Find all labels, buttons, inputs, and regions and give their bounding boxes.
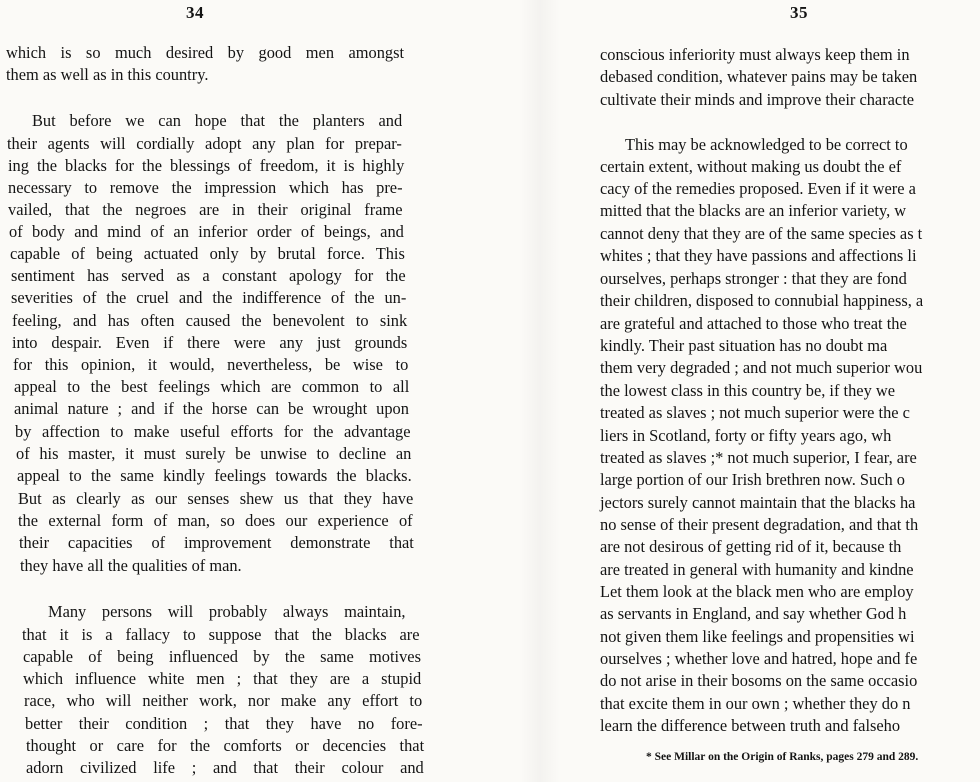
text-line: no sense of their present degradation, and that th xyxy=(600,515,919,534)
text-line: are not desirous of getting rid of it, because th xyxy=(600,537,902,556)
text-line: sentiment has served as a constant apology for the xyxy=(11,266,406,285)
text-line: learn the difference between truth and falseho xyxy=(600,716,901,735)
text-line: Let them look at the black men who are employ xyxy=(600,582,914,601)
text-line: not given them like feelings and propensities wi xyxy=(600,627,915,646)
page-number: 34 xyxy=(186,3,204,22)
text-line: This may be acknowledged to be correct to xyxy=(625,135,908,154)
text-line: severities of the cruel and the indifference of the un- xyxy=(11,288,407,307)
text-line: do not arise in their bosoms on the same occasio xyxy=(600,671,918,690)
text-line: that it is a fallacy to suppose that the blacks are xyxy=(22,625,420,644)
text-line: cacy of the remedies proposed. Even if it were a xyxy=(600,179,916,198)
text-line: kindly. Their past situation has no doubt ma xyxy=(600,336,888,355)
text-line: appeal to the same kindly feelings towards the blacks. xyxy=(17,466,412,485)
text-line: they have all the qualities of man. xyxy=(20,556,242,575)
text-line: the external form of man, so does our experience of xyxy=(18,511,413,530)
text-line: are treated in general with humanity and kindne xyxy=(600,560,914,579)
text-line: capable of being influenced by the same motives xyxy=(23,647,421,666)
text-line: them as well as in this country. xyxy=(6,65,209,84)
text-line: large portion of our Irish brethren now. Such o xyxy=(600,470,905,489)
text-line: mitted that the blacks are an inferior variety, w xyxy=(600,201,907,220)
text-line: adorn civilized life ; and that their colour and xyxy=(26,758,424,777)
text-line: treated as slaves ; not much superior were the c xyxy=(600,403,910,422)
text-line: their capacities of improvement demonstrate that xyxy=(19,533,414,552)
text-line: their children, disposed to connubial happiness, a xyxy=(600,291,924,310)
text-line: ourselves ; whether love and hatred, hope and fe xyxy=(600,649,918,668)
text-line: race, who will neither work, nor make any effort to xyxy=(24,691,423,710)
text-line: whites ; that they have passions and affections li xyxy=(600,246,917,265)
text-line: necessary to remove the impression which has pre- xyxy=(8,178,403,197)
text-line: by affection to make useful efforts for the advantage xyxy=(15,422,411,441)
text-line: which is so much desired by good men amongst xyxy=(6,43,405,62)
text-line: better their condition ; that they have no fore- xyxy=(25,714,423,733)
text-line: appeal to the best feelings which are common to all xyxy=(14,377,410,396)
text-line: capable of being actuated only by brutal force. This xyxy=(10,244,405,263)
text-line: treated as slaves ;* not much superior, I fear, are xyxy=(600,448,917,467)
text-line: But as clearly as our senses shew us that they have xyxy=(18,489,414,508)
text-line: of body and mind of an inferior order of beings, and xyxy=(9,222,404,241)
text-line: cannot deny that they are of the same species as t xyxy=(600,224,923,243)
text-line: conscious inferiority must always keep them in xyxy=(600,45,910,64)
right-page xyxy=(598,0,980,782)
text-line: feeling, and has often caused the benevolent to sink xyxy=(12,311,408,330)
book-gutter xyxy=(520,0,560,782)
text-line: vailed, that the negroes are in their original frame xyxy=(8,200,403,219)
text-line: are grateful and attached to those who treat the xyxy=(600,314,907,333)
text-line: cultivate their minds and improve their characte xyxy=(600,90,915,109)
text-line: into despair. Even if there were any just grounds xyxy=(12,333,408,352)
left-page xyxy=(0,0,470,782)
text-line: as servants in England, and say whether God h xyxy=(600,604,907,623)
text-line: their agents will cordially adopt any plan for prepar- xyxy=(7,134,402,153)
text-line: for this opinion, it would, nevertheless, be wise to xyxy=(13,355,409,374)
text-line: ourselves, perhaps stronger : that they are fond xyxy=(600,269,907,288)
text-line: thought or care for the comforts or decencies that xyxy=(26,736,425,755)
text-line: the lowest class in this country be, if they we xyxy=(600,381,895,400)
text-line: Many persons will probably always maintain, xyxy=(48,602,406,621)
page-number: 35 xyxy=(790,3,808,22)
text-line: that excite them in our own ; whether they do n xyxy=(600,694,911,713)
text-line: of his master, it must surely be unwise to decline an xyxy=(16,444,412,463)
text-line: ing the blacks for the blessings of freedom, it is highly xyxy=(8,156,405,175)
text-line: certain extent, without making us doubt the ef xyxy=(600,157,902,176)
text-line: liers in Scotland, forty or fifty years ago, wh xyxy=(600,426,892,445)
text-line: jectors surely cannot maintain that the blacks ha xyxy=(600,493,916,512)
text-line: But before we can hope that the planters and xyxy=(32,111,403,130)
text-line: them very degraded ; and not much superior wou xyxy=(600,358,923,377)
text-line: which influence white men ; that they are a stupid xyxy=(23,669,422,688)
text-line: animal nature ; and if the horse can be wrought upon xyxy=(14,399,409,418)
footnote: * See Millar on the Origin of Ranks, pages 279 and 289. xyxy=(646,751,919,763)
text-line: debased condition, whatever pains may be taken xyxy=(600,67,918,86)
